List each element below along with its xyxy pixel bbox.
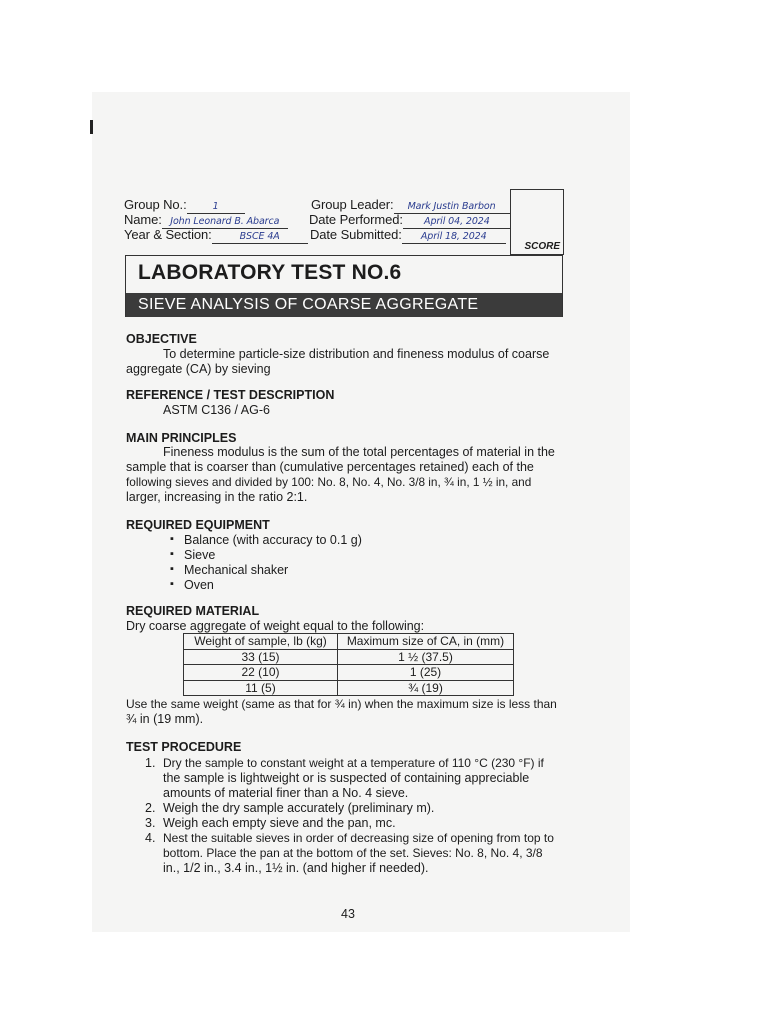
table-cell: 11 (5) bbox=[184, 680, 338, 696]
table-row bbox=[184, 649, 514, 665]
edge-mark bbox=[90, 120, 93, 134]
table-cell: 33 (15) bbox=[184, 649, 338, 665]
score-box bbox=[510, 189, 564, 255]
step-line: Weigh the dry sample accurately (preliminary m). bbox=[163, 801, 435, 815]
page-subtitle: SIEVE ANALYSIS OF COARSE AGGREGATE bbox=[138, 296, 479, 313]
table-row bbox=[184, 665, 514, 681]
table-header: Maximum size of CA, in (mm) bbox=[338, 634, 514, 650]
name-label: Name: bbox=[124, 212, 162, 227]
table-cell: 22 (10) bbox=[184, 665, 338, 681]
page-number: 43 bbox=[341, 907, 355, 921]
date-submitted-value: April 18, 2024 bbox=[402, 231, 506, 244]
table-header-row bbox=[184, 634, 514, 650]
step-line: the sample is lightweight or is suspected of containing appreciable bbox=[163, 771, 530, 785]
objective-line: aggregate (CA) by sieving bbox=[126, 362, 271, 376]
table-row bbox=[184, 680, 514, 696]
date-submitted-label: Date Submitted: bbox=[310, 227, 402, 242]
reference-text: ASTM C136 / AG-6 bbox=[163, 403, 270, 417]
objective-line: To determine particle-size distribution and fineness modulus of coarse bbox=[163, 347, 550, 361]
objective-heading: OBJECTIVE bbox=[126, 332, 197, 346]
page-title: LABORATORY TEST NO.6 bbox=[138, 261, 402, 284]
principles-heading: MAIN PRINCIPLES bbox=[126, 431, 237, 445]
table-cell: 1 ½ (37.5) bbox=[338, 649, 514, 665]
step-number: 2. bbox=[145, 801, 156, 815]
subtitle-band bbox=[126, 293, 562, 317]
year-section-label: Year & Section: bbox=[124, 227, 212, 242]
material-note-line: Use the same weight (same as that for ¾ in) when the maximum size is less than bbox=[126, 697, 557, 711]
date-submitted-row bbox=[310, 227, 506, 244]
step-number: 4. bbox=[145, 831, 156, 845]
principles-line: following sieves and divided by 100: No. 8, No. 4, No. 3/8 in, ¾ in, 1 ½ in, and bbox=[126, 475, 532, 489]
equipment-item: ▪ Balance (with accuracy to 0.1 g) bbox=[184, 533, 362, 547]
material-heading: REQUIRED MATERIAL bbox=[126, 604, 260, 618]
table-cell: ¾ (19) bbox=[338, 680, 514, 696]
material-intro: Dry coarse aggregate of weight equal to the following: bbox=[126, 619, 425, 633]
step-number: 3. bbox=[145, 816, 156, 830]
date-performed-value: April 04, 2024 bbox=[403, 216, 511, 229]
equipment-item: ▪ Mechanical shaker bbox=[184, 563, 288, 577]
score-label: SCORE bbox=[524, 241, 560, 252]
group-no-value: 1 bbox=[187, 201, 245, 214]
principles-line: sample that is coarser than (cumulative percentages retained) each of the bbox=[126, 460, 534, 474]
procedure-heading: TEST PROCEDURE bbox=[126, 740, 242, 754]
step-line: Weigh each empty sieve and the pan, mc. bbox=[163, 816, 396, 830]
step-line: bottom. Place the pan at the bottom of the set. Sieves: No. 8, No. 4, 3/8 bbox=[163, 846, 543, 860]
reference-heading: REFERENCE / TEST DESCRIPTION bbox=[126, 388, 335, 402]
principles-line: larger, increasing in the ratio 2:1. bbox=[126, 490, 308, 504]
equipment-item: ▪ Sieve bbox=[184, 548, 215, 562]
group-leader-label: Group Leader: bbox=[311, 197, 394, 212]
step-line: Nest the suitable sieves in order of decreasing size of opening from top to bbox=[163, 831, 554, 845]
group-no-label: Group No.: bbox=[124, 197, 187, 212]
year-section-row bbox=[124, 227, 308, 244]
material-note-line: ¾ in (19 mm). bbox=[126, 712, 204, 726]
table-header: Weight of sample, lb (kg) bbox=[184, 634, 338, 650]
name-value: John Leonard B. Abarca bbox=[162, 216, 288, 229]
step-number: 1. bbox=[145, 756, 156, 770]
principles-line: Fineness modulus is the sum of the total percentages of material in the bbox=[163, 445, 555, 459]
equipment-heading: REQUIRED EQUIPMENT bbox=[126, 518, 270, 532]
equipment-item: ▪ Oven bbox=[184, 578, 214, 592]
date-performed-label: Date Performed: bbox=[309, 212, 403, 227]
step-line: in., 1/2 in., 3.4 in., 1½ in. (and higher if needed). bbox=[163, 861, 429, 875]
sample-weight-table bbox=[183, 633, 514, 696]
step-line: amounts of material finer than a No. 4 sieve. bbox=[163, 786, 409, 800]
table-cell: 1 (25) bbox=[338, 665, 514, 681]
year-section-value: BSCE 4A bbox=[212, 231, 308, 244]
group-leader-value: Mark Justin Barbon bbox=[394, 201, 510, 214]
step-line: Dry the sample to constant weight at a temperature of 110 °C (230 °F) if bbox=[163, 756, 544, 770]
title-box bbox=[125, 255, 563, 317]
